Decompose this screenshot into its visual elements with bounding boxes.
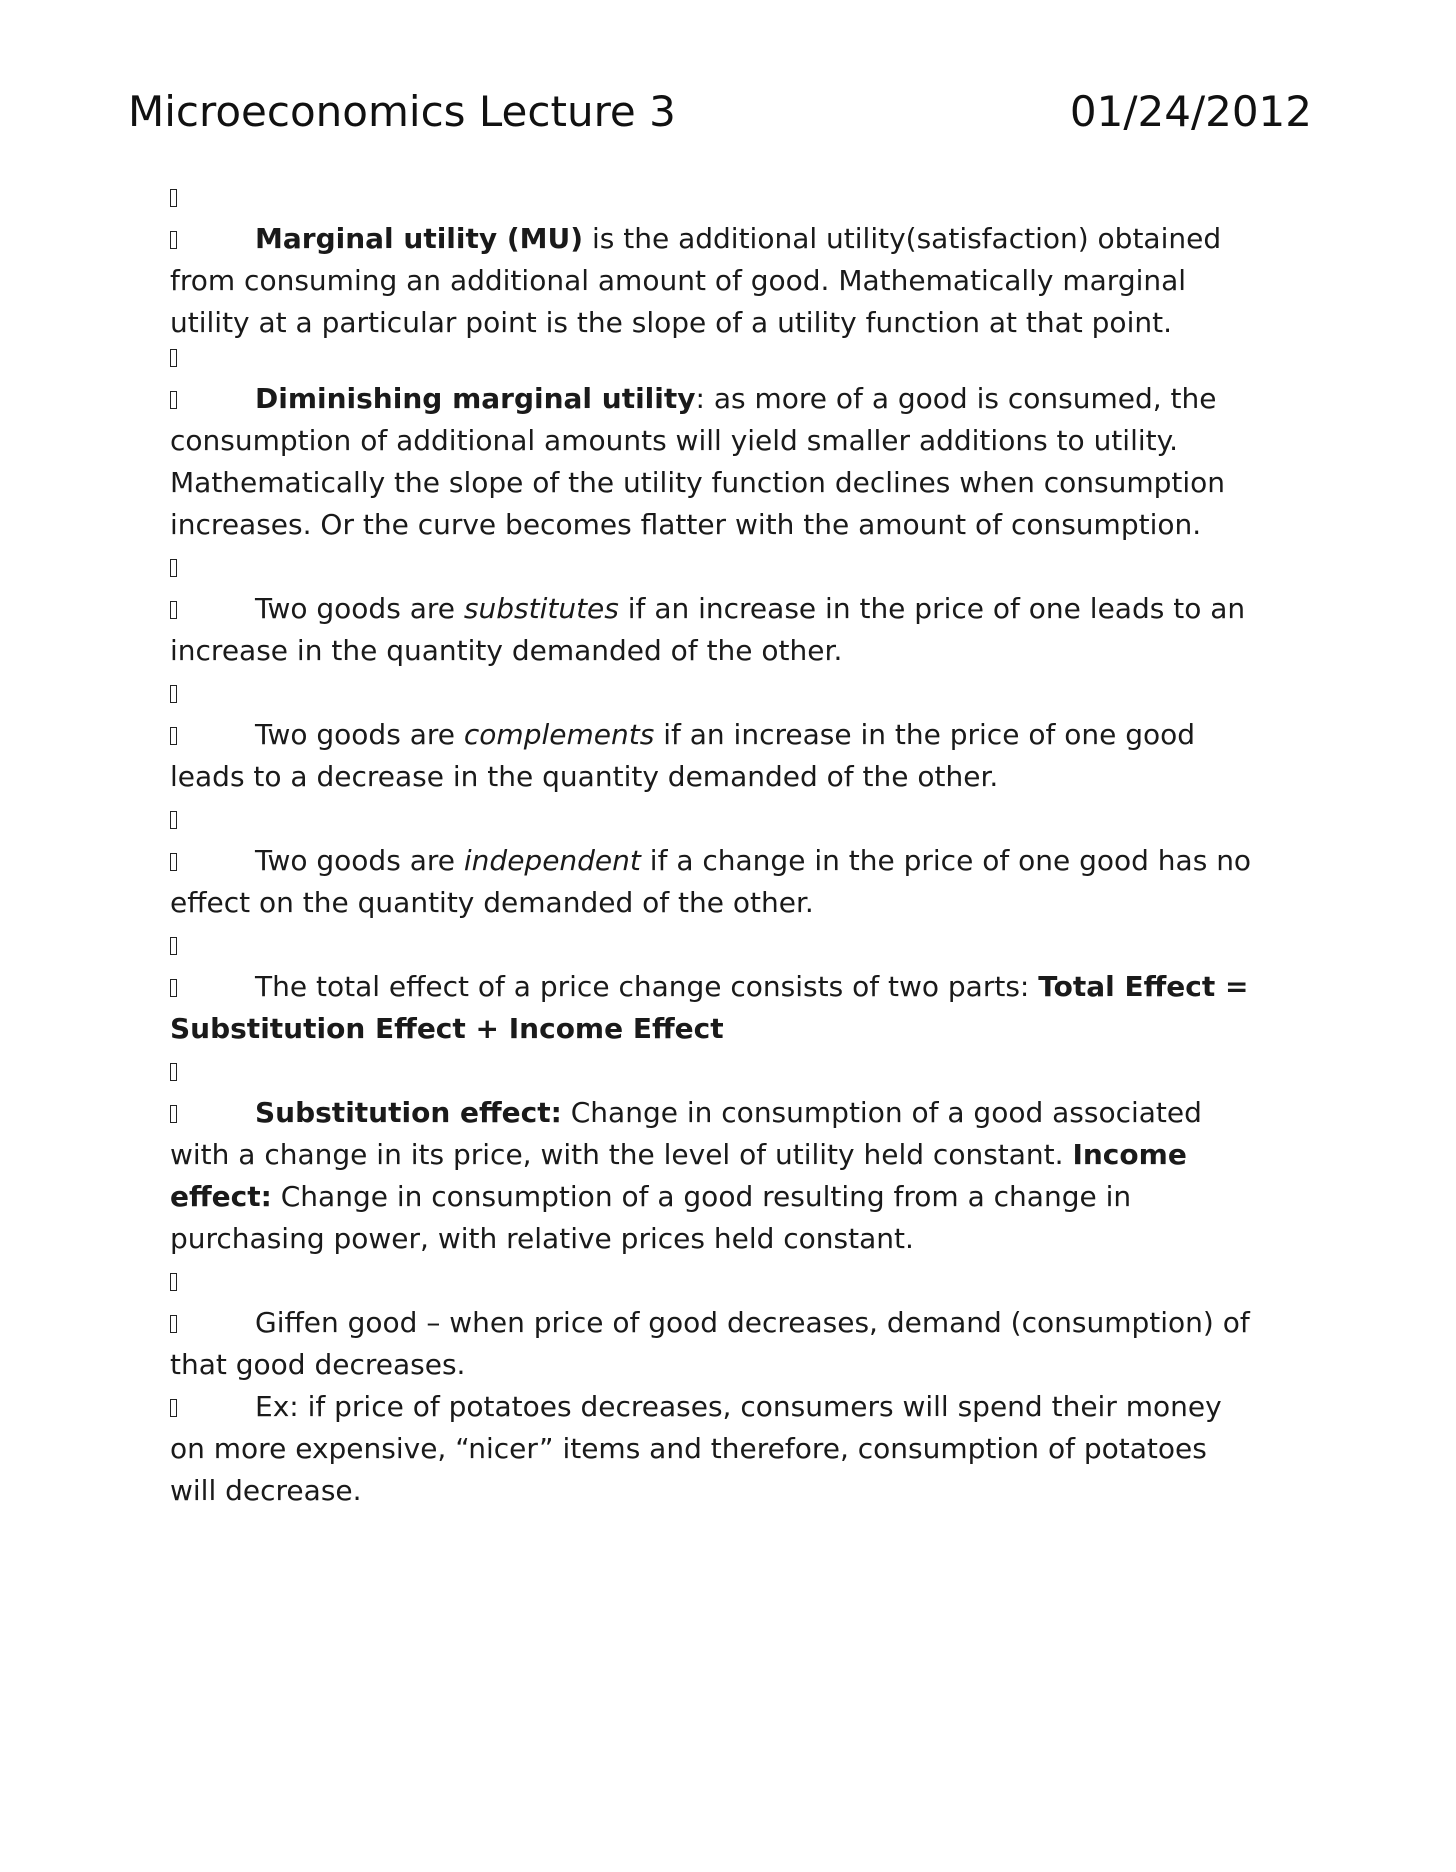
term-complements: complements	[463, 718, 655, 751]
term-total-effect: Total Effect =	[1038, 970, 1249, 1003]
paragraph-line: from consuming an additional amount of good. Mathematically marginal	[170, 264, 1187, 297]
term-income: Income	[1072, 1138, 1187, 1171]
paragraph-line: effect on the quantity demanded of the other.	[170, 886, 814, 919]
bullet-glyph-icon	[170, 1399, 177, 1417]
diminishing-marginal-utility-paragraph	[170, 378, 1300, 546]
paragraph-text: Giffen good – when price of good decreases, demand (consumption) of	[255, 1306, 1250, 1339]
paragraph-line: Mathematically the slope of the utility function declines when consumption	[170, 466, 1226, 499]
paragraph-text: Ex: if price of potatoes decreases, consumers will spend their money	[255, 1390, 1222, 1423]
bullet-glyph-icon	[170, 189, 177, 207]
empty-bullet	[170, 798, 1300, 840]
paragraph-text: Change in consumption of a good resulting from a change in	[271, 1180, 1132, 1213]
paragraph-text: if an increase in the price of one good	[654, 718, 1196, 751]
paragraph-line: utility at a particular point is the slope of a utility function at that point.	[170, 306, 1172, 339]
bullet-glyph-icon	[170, 391, 177, 409]
paragraph-line: will decrease.	[170, 1474, 362, 1507]
independent-paragraph	[170, 840, 1300, 924]
empty-bullet	[170, 176, 1300, 218]
page-title: Microeconomics Lecture 3	[128, 87, 676, 136]
paragraph-text: with a change in its price, with the level of utility held constant.	[170, 1138, 1073, 1171]
term-substitutes: substitutes	[463, 592, 619, 625]
paragraph-line: on more expensive, “nicer” items and therefore, consumption of potatoes	[170, 1432, 1207, 1465]
term-independent: independent	[463, 844, 641, 877]
complements-paragraph	[170, 714, 1300, 798]
paragraph-text: : as more of a good is consumed, the	[695, 382, 1217, 415]
paragraph-text: if an increase in the price of one leads to an	[618, 592, 1246, 625]
bullet-glyph-icon	[170, 685, 177, 703]
bullet-glyph-icon	[170, 937, 177, 955]
bullet-glyph-icon	[170, 853, 177, 871]
paragraph-line: leads to a decrease in the quantity demanded of the other.	[170, 760, 999, 793]
lecture-date: 01/24/2012	[1069, 87, 1312, 136]
empty-bullet	[170, 924, 1300, 966]
term-substitution-effect: Substitution effect:	[255, 1096, 562, 1129]
bullet-glyph-icon	[170, 1063, 177, 1081]
bullet-glyph-icon	[170, 727, 177, 745]
empty-bullet	[170, 1260, 1300, 1302]
paragraph-text: The total effect of a price change consists of two parts:	[255, 970, 1039, 1003]
bullet-glyph-icon	[170, 349, 177, 367]
giffen-good-paragraph	[170, 1302, 1300, 1386]
bullet-glyph-icon	[170, 601, 177, 619]
empty-bullet	[170, 1050, 1300, 1092]
bullet-glyph-icon	[170, 559, 177, 577]
empty-bullet	[170, 672, 1300, 714]
term-effect-equation: Substitution Effect + Income Effect	[170, 1012, 724, 1045]
paragraph-text: if a change in the price of one good has no	[640, 844, 1252, 877]
bullet-glyph-icon	[170, 1105, 177, 1123]
bullet-glyph-icon	[170, 811, 177, 829]
paragraph-line: that good decreases.	[170, 1348, 466, 1381]
paragraph-text: Change in consumption of a good associated	[561, 1096, 1202, 1129]
bullet-glyph-icon	[170, 1273, 177, 1291]
paragraph-line: consumption of additional amounts will yield smaller additions to utility.	[170, 424, 1179, 457]
marginal-utility-paragraph	[170, 218, 1300, 344]
bullet-glyph-icon	[170, 979, 177, 997]
paragraph-text: Two goods are	[255, 844, 464, 877]
term-diminishing-marginal-utility: Diminishing marginal utility	[255, 382, 696, 415]
page-header	[128, 82, 1328, 142]
bullet-glyph-icon	[170, 1315, 177, 1333]
term-effect: effect:	[170, 1180, 272, 1213]
paragraph-line: increase in the quantity demanded of the other.	[170, 634, 843, 667]
bullet-glyph-icon	[170, 231, 177, 249]
paragraph-line: increases. Or the curve becomes flatter with the amount of consumption.	[170, 508, 1202, 541]
notes-body	[170, 176, 1300, 1512]
total-effect-paragraph	[170, 966, 1300, 1050]
substitutes-paragraph	[170, 588, 1300, 672]
paragraph-text: is the additional utility(satisfaction) obtained	[583, 222, 1222, 255]
term-marginal-utility: Marginal utility (MU)	[255, 222, 584, 255]
paragraph-text: Two goods are	[255, 718, 464, 751]
substitution-income-effect-paragraph	[170, 1092, 1300, 1260]
paragraph-line: purchasing power, with relative prices held constant.	[170, 1222, 914, 1255]
example-paragraph	[170, 1386, 1300, 1512]
paragraph-text: Two goods are	[255, 592, 464, 625]
empty-bullet	[170, 546, 1300, 588]
